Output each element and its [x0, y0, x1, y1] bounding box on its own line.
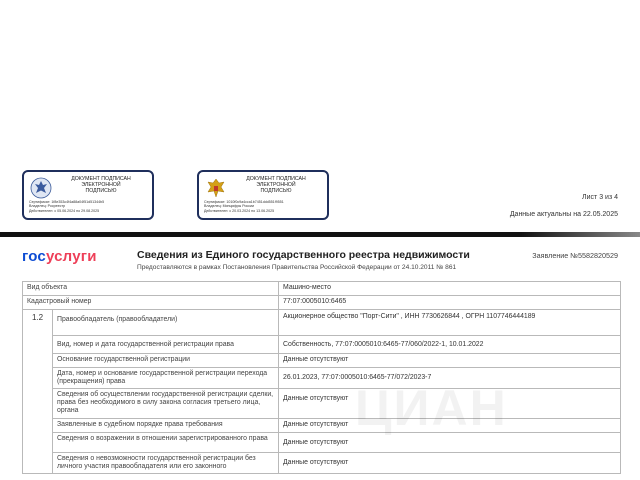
table-row [23, 354, 621, 368]
stamp-validity: Действителен: с 20.03.2024 по 13.06.2025 [204, 208, 275, 213]
deals-label: Сведения об осуществлении государственной регистрации сделки, права без необходимого в силу закона согласия третьего лица, органа [53, 389, 279, 419]
stamp-cert: Сертификат: 1010f0c9a4cca1b7451ddd551f9551 [204, 200, 284, 204]
previous-page-fragment [0, 0, 640, 232]
right-registration-value: Собственность, 77:07:0005010:6465-77/060/2022-1, 10.01.2022 [279, 336, 621, 354]
cadastral-number-value: 77:07:0005010:6465 [279, 296, 621, 310]
registration-basis-label: Основание государственной регистрации [53, 354, 279, 368]
registration-basis-value: Данные отсутствуют [279, 354, 621, 368]
stamp-header [229, 176, 323, 195]
stamp-header [54, 176, 148, 195]
stamp-owner: Владелец: Росреестр [29, 204, 66, 209]
table-row [23, 310, 621, 336]
stamp-certificate-info [29, 200, 149, 213]
stamp-header-line: ДОКУМЕНТ ПОДПИСАН [71, 176, 131, 182]
stamp-header-line: ЭЛЕКТРОННОЙ [81, 182, 121, 189]
stamp-owner: Владелец: Минцифры России [204, 204, 255, 209]
data-actual-date: Данные актуальны на 22.05.2025 [509, 211, 618, 218]
holder-label: Правообладатель (правообладатели) [53, 310, 279, 336]
claims-label: Заявленные в судебном порядке права требования [53, 419, 279, 433]
document-title: Сведения из Единого государственного реестра недвижимости [137, 249, 470, 261]
transfer-value: 26.01.2023, 77:07:0005010:6465-77/072/2023-7 [279, 368, 621, 389]
cadastral-number-label: Кадастровый номер [23, 296, 279, 310]
stamp-certificate-info [204, 200, 324, 213]
gosuslugi-logo [22, 248, 97, 265]
stamp-header-line: ПОДПИСЬЮ [260, 188, 292, 195]
table-row [23, 389, 621, 419]
registry-table [22, 281, 621, 474]
impossible-registration-value: Данные отсутствуют [279, 453, 621, 474]
table-row [23, 368, 621, 389]
table-row [23, 282, 621, 296]
document-subtitle: Предоставляются в рамках Постановления Правительства Российской Федерации от 24.10.2011 № 861 [137, 264, 457, 271]
table-row [23, 419, 621, 433]
coat-of-arms-icon [205, 177, 227, 199]
watermark: ЦИАН [355, 380, 508, 436]
right-registration-label: Вид, номер и дата государственной регистрации права [53, 336, 279, 354]
deals-value: Данные отсутствуют [279, 389, 621, 419]
table-row [23, 433, 621, 453]
stamp-header-line: ПОДПИСЬЮ [85, 188, 117, 195]
logo-part-gos: гос [22, 248, 46, 265]
object-type-value: Машино-место [279, 282, 621, 296]
stamp-header-line: ЭЛЕКТРОННОЙ [256, 182, 296, 189]
claims-value: Данные отсутствуют [279, 419, 621, 433]
stamp-cert: Сертификат: 1f8e353c4f4a88a04f51d51344b5 [29, 200, 105, 204]
statement-number: Заявление №5582820529 [532, 251, 618, 260]
section-number: 1.2 [23, 310, 53, 474]
table-row [23, 453, 621, 474]
table-row [23, 336, 621, 354]
stamp-validity: Действителен: с 05.06.2024 по 29.08.2025 [29, 208, 100, 213]
stamp-header-line: ДОКУМЕНТ ПОДПИСАН [246, 176, 306, 182]
logo-part-uslugi: услуги [45, 248, 97, 265]
table-row [23, 296, 621, 310]
objection-value: Данные отсутствуют [279, 433, 621, 453]
eagle-emblem-icon [30, 177, 52, 199]
object-type-label: Вид объекта [23, 282, 279, 296]
signature-stamp-rosreestr [22, 170, 154, 220]
objection-label: Сведения о возражении в отношении зарегистрированного права [53, 433, 279, 453]
sheet-number: Лист 3 из 4 [582, 194, 618, 201]
impossible-registration-label: Сведения о невозможности государственной регистрации без личного участия правообладателя или его законного [53, 453, 279, 474]
egrn-extract-page [0, 237, 640, 480]
signature-stamp-mincifry [197, 170, 329, 220]
transfer-label: Дата, номер и основание государственной регистрации перехода (прекращения) права [53, 368, 279, 389]
holder-value: Акционерное общество "Порт-Сити" , ИНН 7730626844 , ОГРН 1107746444189 [279, 310, 621, 336]
